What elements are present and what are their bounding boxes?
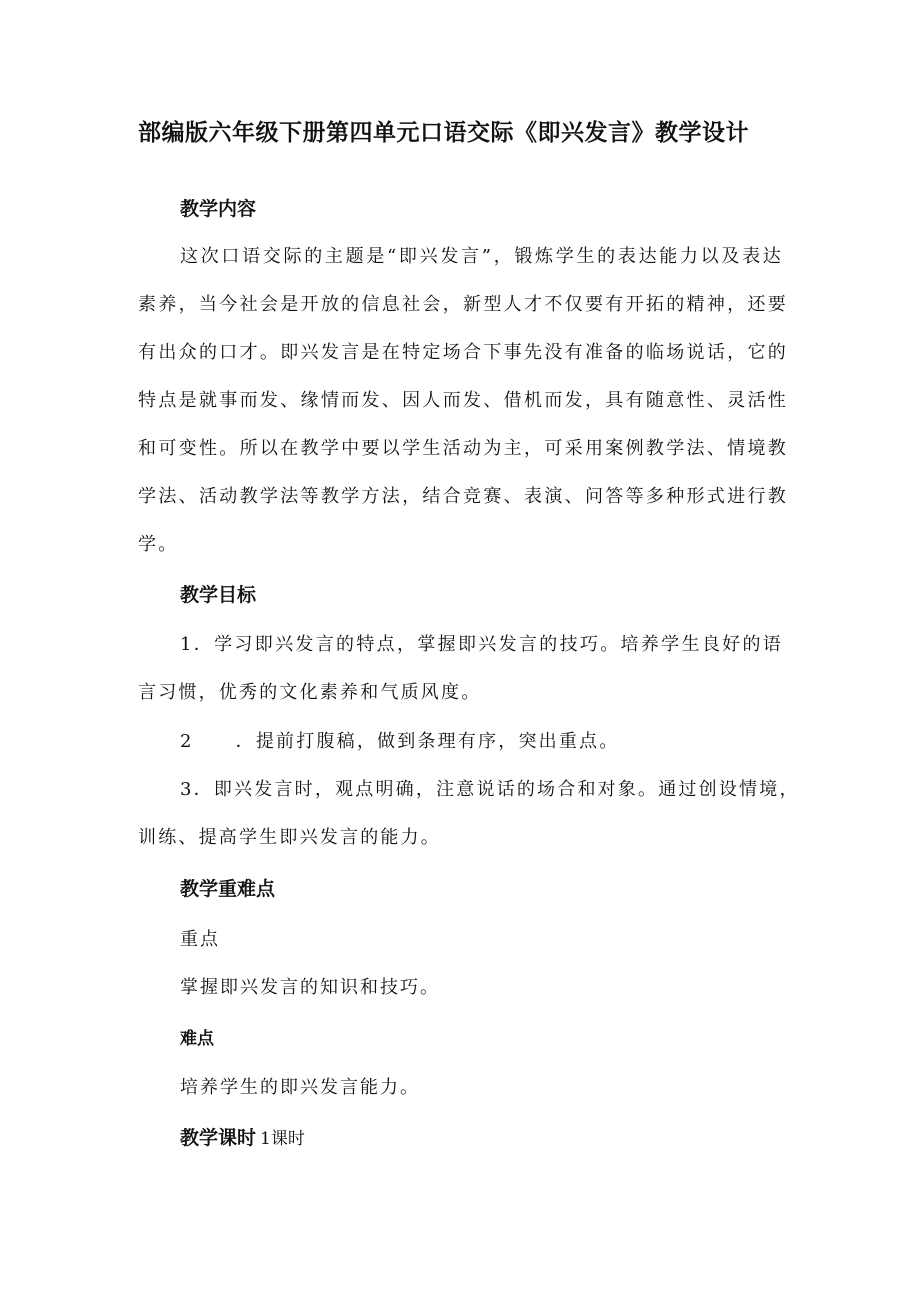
focus-label: 重点 <box>180 929 220 950</box>
objective-2-text: ．提前打腹稿，做到条理有序，突出重点。 <box>235 731 620 752</box>
content-line-5: 和可变性。所以在教学中要以学生活动为主，可采用案例教学法、情境教 <box>138 438 788 459</box>
hours-value: 1课时 <box>260 1129 305 1149</box>
content-line-4: 特点是就事而发、缘情而发、因人而发、借机而发，具有随意性、灵活性 <box>138 390 788 411</box>
hours-label: 教学课时 <box>180 1127 257 1149</box>
content-line-6: 学法、活动教学法等教学方法，结合竞赛、表演、问答等多种形式进行教 <box>138 486 788 507</box>
objective-3-line-2: 训练、提高学生即兴发言的能力。 <box>138 827 441 848</box>
content-line-7: 学。 <box>138 534 179 555</box>
content-line-2: 素养，当今社会是开放的信息社会，新型人才不仅要有开拓的精神，还要 <box>138 294 788 315</box>
section-heading-hours <box>180 1123 305 1150</box>
section-heading-objectives: 教学目标 <box>180 584 257 606</box>
document-title: 部编版六年级下册第四单元口语交际《即兴发言》教学设计 <box>138 120 749 146</box>
section-heading-key-points: 教学重难点 <box>180 878 276 900</box>
content-line-1: 这次口语交际的主题是“即兴发言”，锻炼学生的表达能力以及表达 <box>180 246 783 267</box>
objective-2-number: 2 <box>180 731 194 752</box>
objective-3-line-1: 3．即兴发言时，观点明确，注意说话的场合和对象。通过创设情境， <box>180 779 800 800</box>
objective-2 <box>180 727 619 753</box>
section-heading-content: 教学内容 <box>180 198 257 220</box>
objective-1-line-1: 1．学习即兴发言的特点，掌握即兴发言的技巧。培养学生良好的语 <box>180 634 783 655</box>
focus-text: 掌握即兴发言的知识和技巧。 <box>180 977 440 998</box>
objective-1-line-2: 言习惯，优秀的文化素养和气质风度。 <box>138 682 482 703</box>
difficulty-label: 难点 <box>180 1029 214 1049</box>
content-line-3: 有出众的口才。即兴发言是在特定场合下事先没有准备的临场说话，它的 <box>138 342 788 363</box>
difficulty-text: 培养学生的即兴发言能力。 <box>180 1077 420 1098</box>
